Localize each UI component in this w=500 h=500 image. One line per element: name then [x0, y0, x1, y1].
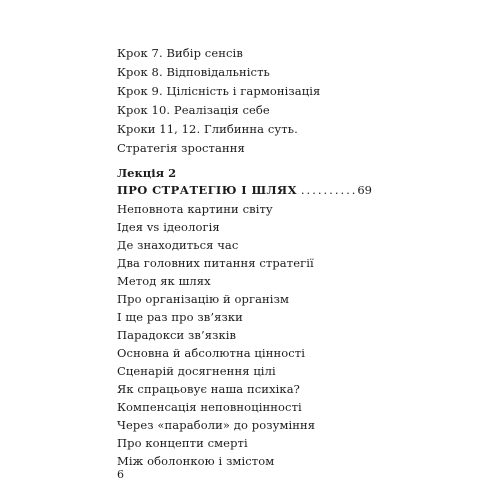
lecture-label: Лекція 2	[117, 166, 177, 180]
toc-item-step-8: Крок 8. Відповідальність	[117, 65, 270, 79]
toc-subitem: Парадокси зв’язків	[117, 328, 237, 342]
chapter-page-number: 69	[357, 183, 372, 197]
chapter-title: ПРО СТРАТЕГІЮ І ШЛЯХ	[117, 183, 297, 197]
toc-item-steps-11-12: Кроки 11, 12. Глибинна суть.	[117, 122, 298, 136]
toc-subitem: Неповнота картини світу	[117, 202, 273, 216]
toc-subitem: Де знаходиться час	[117, 238, 239, 252]
toc-subitem: Основна й абсолютна цінності	[117, 346, 306, 360]
toc-subitem: Метод як шлях	[117, 274, 211, 288]
toc-subitem: Сценарій досягнення цілі	[117, 364, 276, 378]
toc-subitem: І ще раз про зв’язки	[117, 310, 243, 324]
toc-subitem: Про концепти смерті	[117, 436, 248, 450]
toc-subitem: Як спрацьовує наша психіка?	[117, 382, 300, 396]
toc-subitem: Між оболонкою і змістом	[117, 454, 275, 468]
toc-item-step-9: Крок 9. Цілісність і гармонізація	[117, 84, 321, 98]
toc-subitem: Ідея vs ідеологія	[117, 220, 220, 234]
toc-subitem: Два головних питання стратегії	[117, 256, 314, 270]
page-number: 6	[117, 468, 124, 481]
toc-subitem: Через «параболи» до розуміння	[117, 418, 316, 432]
toc-subitem: Про організацію й організм	[117, 292, 289, 306]
toc-item-strategy-growth: Стратегія зростання	[117, 141, 245, 155]
toc-item-step-10: Крок 10. Реалізація себе	[117, 103, 270, 117]
toc-item-step-7: Крок 7. Вибір сенсів	[117, 46, 243, 60]
chapter-entry	[117, 183, 372, 197]
toc-subitem: Компенсація неповноцінності	[117, 400, 302, 414]
dot-leader	[301, 183, 355, 197]
